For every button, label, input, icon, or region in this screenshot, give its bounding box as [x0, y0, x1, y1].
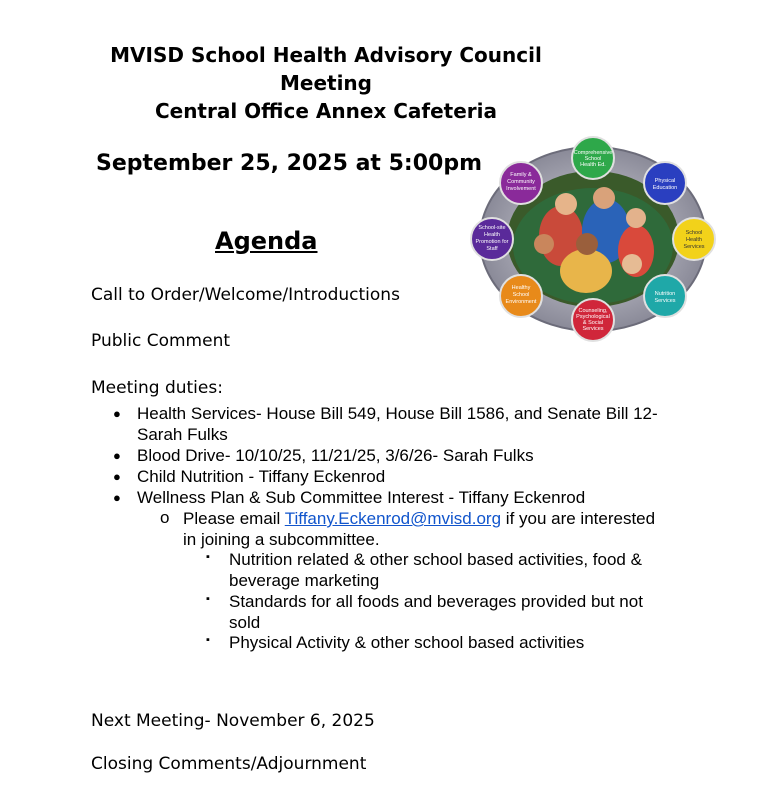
location: Central Office Annex Cafeteria [154, 99, 498, 123]
svg-text:Involvement: Involvement [506, 186, 536, 192]
duty-wellness-plan: Wellness Plan & Sub Committee Interest - Tiffany Eckenrod [137, 488, 586, 507]
bullet-marker: ● [113, 469, 121, 484]
duty-child-nutrition: Child Nutrition - Tiffany Eckenrod [137, 467, 386, 486]
svg-text:Services: Services [582, 326, 604, 332]
logo-label-pe: Physical [654, 178, 676, 184]
agenda-heading: Agenda [215, 227, 318, 255]
duty-health-services-owner: Sarah Fulks [137, 425, 228, 444]
svg-text:Counseling,: Counseling, [578, 308, 608, 314]
email-note-suffix: if you are interested [501, 509, 656, 528]
sub-standards-cont: sold [229, 613, 261, 632]
sub-nutrition: Nutrition related & other school based activities, food & [229, 550, 642, 569]
closing: Closing Comments/Adjournment [91, 754, 367, 774]
svg-text:Nutrition: Nutrition [654, 291, 676, 297]
svg-text:Health: Health [484, 232, 500, 238]
square-marker: ▪ [206, 551, 210, 563]
square-marker: ▪ [206, 634, 210, 646]
duty-health-services: Health Services- House Bill 549, House Bill 1586, and Senate Bill 12- [137, 404, 658, 423]
svg-text:& Social: & Social [582, 320, 604, 326]
email-note [183, 508, 655, 529]
next-meeting: Next Meeting- November 6, 2025 [91, 711, 375, 731]
svg-text:Staff: Staff [486, 246, 498, 252]
public-comment: Public Comment [91, 331, 231, 351]
svg-text:Community: Community [507, 179, 535, 185]
svg-text:School: School [685, 230, 703, 236]
meeting-label: Meeting [279, 71, 372, 95]
meeting-date: September 25, 2025 at 5:00pm [96, 151, 482, 176]
email-note-line2: in joining a subcommittee. [183, 530, 380, 549]
council-title: MVISD School Health Advisory Council [110, 43, 542, 67]
svg-text:Services: Services [654, 298, 676, 304]
svg-text:Psychological: Psychological [576, 314, 610, 320]
call-to-order: Call to Order/Welcome/Introductions [91, 285, 400, 305]
svg-text:Healthy: Healthy [511, 285, 531, 291]
coordinated-school-health-logo [466, 136, 720, 342]
svg-text:Environment: Environment [505, 299, 537, 305]
svg-text:Promotion for: Promotion for [475, 239, 509, 245]
bullet-marker: ● [113, 406, 121, 421]
svg-text:School-site: School-site [478, 225, 506, 231]
svg-text:Health: Health [686, 237, 702, 243]
sub-standards: Standards for all foods and beverages provided but not [229, 592, 643, 611]
svg-text:Health Ed.: Health Ed. [580, 162, 606, 168]
sub-bullet-marker: o [160, 508, 170, 527]
square-marker: ▪ [206, 593, 210, 605]
svg-text:Services: Services [683, 244, 705, 250]
email-note-prefix: Please email [183, 509, 285, 528]
svg-text:Education: Education [652, 185, 678, 191]
duty-blood-drive: Blood Drive- 10/10/25, 11/21/25, 3/6/26- Sarah Fulks [137, 446, 534, 465]
bullet-marker: ● [113, 490, 121, 505]
svg-text:School: School [584, 156, 602, 162]
svg-text:School: School [512, 292, 530, 298]
sub-physical-activity: Physical Activity & other school based activities [229, 633, 585, 652]
logo-label-health-education: Comprehensive [573, 150, 613, 156]
email-link[interactable]: Tiffany.Eckenrod@mvisd.org [284, 509, 502, 528]
meeting-duties-heading: Meeting duties: [91, 378, 223, 398]
bullet-marker: ● [113, 448, 121, 463]
sub-nutrition-cont: beverage marketing [229, 571, 380, 590]
svg-text:Family &: Family & [510, 172, 532, 178]
